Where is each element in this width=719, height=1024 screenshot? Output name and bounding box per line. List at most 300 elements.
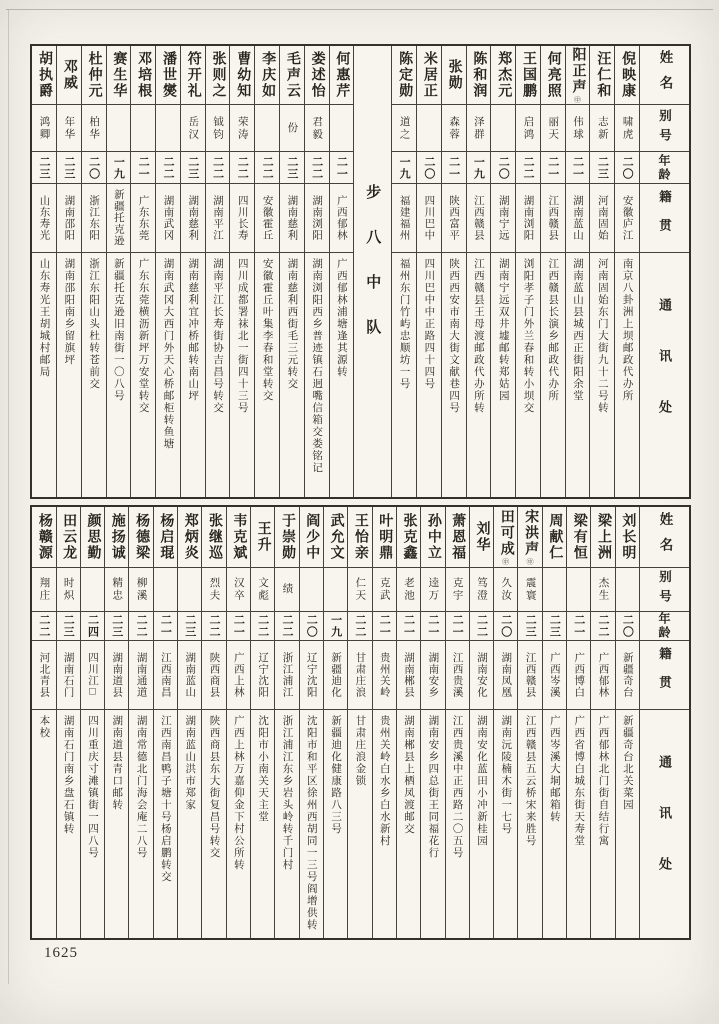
person-origin: 湖南慈利 [187,195,199,241]
address-cell [348,710,371,938]
name-cell [491,46,515,105]
person-address: 四川重庆寸滩镇街一四八号 [86,715,98,859]
alias-cell [154,568,177,612]
alias-cell [616,568,639,612]
annotation-mark: ㊥ [526,558,535,565]
origin-cell [494,641,517,710]
address-cell [491,253,515,497]
age-cell [305,152,329,184]
person-address: 湖南蓝山县城西正街阳余堂 [572,258,584,402]
header-address: 通讯处 [657,298,672,451]
person-age: 二三 [285,155,298,180]
address-cell [57,710,80,938]
alias-cell [590,105,614,152]
name-cell [156,46,180,105]
name-cell [567,507,590,568]
person-alias: 文彪 [257,577,269,602]
roster-column [323,507,347,938]
roster-column [542,507,566,938]
alias-cell [82,105,106,152]
person-alias: 荣涛 [236,115,248,141]
address-cell [280,253,304,497]
age-cell [280,152,304,184]
address-cell [566,253,590,497]
person-name: 王怡亲 [352,512,368,561]
name-cell [255,46,279,105]
person-origin: 福建福州 [398,195,410,241]
alias-cell [470,568,493,612]
roster-column [469,507,493,938]
person-address: 广西郁林北门街自结行寓 [597,715,609,847]
person-name: 王升 [255,520,271,553]
origin-cell [280,184,304,253]
person-origin: 湖南郴县 [403,652,415,698]
address-cell [305,253,329,497]
person-origin: 浙江浦江 [281,652,293,698]
person-address: 贵州关岭白水乡白水新村 [378,715,390,847]
name-cell [373,507,396,568]
roster-column [128,507,152,938]
person-alias: 时炽 [62,577,74,602]
alias-cell [181,105,205,152]
address-cell [275,710,298,938]
person-age: 二一 [159,614,172,638]
header-address: 通讯处 [657,755,672,908]
address-cell [107,253,131,497]
roster-column [391,46,416,497]
person-alias: 丽天 [547,115,559,141]
person-age: 二〇 [621,155,634,180]
person-alias: 柏华 [88,115,100,141]
origin-cell [543,641,566,710]
person-address: 河南固始东门大街九十二号转 [596,258,608,414]
name-cell [417,46,441,105]
roster-column [589,46,614,497]
origin-cell [324,641,347,710]
age-cell [82,152,106,184]
person-alias: 岳汉 [187,115,199,141]
person-name: 周献仁 [547,512,563,561]
roster-column [32,46,56,497]
person-name: 胡执爵 [37,50,53,99]
name-cell [305,46,329,105]
roster-column [130,46,155,497]
person-age: 二二 [310,155,323,180]
name-cell [57,46,81,105]
roster-column [250,507,274,938]
name-cell [202,507,225,568]
alias-cell [129,568,152,612]
person-name: 陈定勋 [397,50,413,99]
person-name: 施扬诚 [109,512,125,561]
address-cell [616,710,639,938]
age-cell [32,152,56,184]
roster-column [590,507,614,938]
header-age: 年龄 [657,612,671,640]
person-alias: 汉卒 [232,577,244,602]
person-name: 萧恩福 [450,512,466,561]
person-age: 二二 [353,614,366,638]
name-cell [178,507,201,568]
age-cell [330,152,354,184]
address-cell [181,253,205,497]
alias-cell [107,105,131,152]
alias-cell [178,568,201,612]
scan-edge-line [8,9,9,984]
address-cell [467,253,491,497]
origin-cell [178,641,201,710]
person-name: 于崇勋 [279,512,295,561]
person-origin: 辽宁沈阳 [305,652,317,698]
roster-column [56,46,81,497]
person-name: 梁有恒 [571,512,587,561]
person-address: 四川巴中中正路四十四号 [423,258,435,390]
origin-cell [81,641,104,710]
name-cell [590,46,614,105]
origin-cell [467,184,491,253]
address-cell [543,710,566,938]
person-name: 张则之 [210,50,226,99]
roster-column [614,46,639,497]
alias-cell [494,568,517,612]
annotation-mark: ㊥ [573,96,582,103]
person-alias: 启鸿 [522,115,534,141]
address-cell [567,710,590,938]
header-column [639,507,689,938]
alias-cell [417,105,441,152]
alias-cell [591,568,614,612]
alias-cell [518,568,541,612]
person-alias: 份 [286,121,298,135]
origin-cell [616,641,639,710]
person-age: 二一 [571,155,584,180]
address-cell [516,253,540,497]
alias-cell [348,568,371,612]
person-address: 浙江浦江东乡岩头岭转千门村 [281,715,293,871]
person-alias: 鸿卿 [38,115,50,141]
alias-cell [280,105,304,152]
person-origin: 湖南平江 [212,195,224,241]
origin-cell [57,184,81,253]
person-alias: 精忠 [111,577,123,602]
origin-cell [227,641,250,710]
person-origin: 江西赣县 [472,195,484,241]
person-name: 符开礼 [185,50,201,99]
person-age: 一九 [329,614,342,638]
roster-column [274,507,298,938]
alias-cell [421,568,444,612]
name-cell [392,46,416,105]
person-name: 陈和润 [471,50,487,99]
person-name: 阳正声 [570,47,586,95]
alias-cell [206,105,230,152]
roster-column [515,46,540,497]
person-age: 一九 [398,155,411,180]
person-age: 二二 [161,155,174,180]
alias-cell [131,105,155,152]
age-cell [491,152,515,184]
person-address: 浙江东阳山头杜转苍前交 [88,258,100,390]
address-cell [129,710,152,938]
person-address: 安徽霍丘叶集李春和堂转交 [261,258,273,402]
person-name: 何惠芹 [334,50,350,99]
name-cell [397,507,420,568]
origin-cell [300,641,323,710]
person-name: 李庆如 [260,50,276,99]
age-cell [81,612,104,641]
name-cell [32,507,55,568]
person-origin: 陕西商县 [208,652,220,698]
origin-cell [491,184,515,253]
alias-cell [227,568,250,612]
address-cell [392,253,416,497]
scan-edge-line [6,9,713,10]
address-cell [300,710,323,938]
person-address: 湖南宁远双井墟邮转郑姑园 [497,258,509,402]
age-cell [181,152,205,184]
person-name: 王国鹏 [520,50,536,99]
person-address: 湖南平江长寿街协吉昌号转交 [212,258,224,414]
name-cell [300,507,323,568]
age-cell [324,612,347,641]
header-name: 姓名 [657,511,673,563]
age-cell [470,612,493,641]
person-name: 田云龙 [61,512,77,561]
origin-cell [442,184,466,253]
roster-column [279,46,304,497]
person-origin: 辽宁沈阳 [257,652,269,698]
origin-cell [275,641,298,710]
person-address: 沈阳市小南关天主堂 [257,715,269,823]
alias-cell [255,105,279,152]
person-alias: 年华 [63,115,75,141]
person-address: 江西赣县五云桥宋来胜号 [524,715,536,847]
person-origin: 新疆托克逊 [112,189,124,247]
age-cell [591,612,614,641]
age-cell [202,612,225,641]
person-age: 二二 [256,614,269,638]
origin-cell [305,184,329,253]
age-cell [616,612,639,641]
roster-column [106,46,131,497]
name-cell [129,507,152,568]
person-name: 娄述怡 [309,50,325,99]
person-origin: 贵州关岭 [378,652,390,698]
person-address: 湖南郴县上栖凤渡邮交 [403,715,415,835]
unit-divider-column [353,46,391,497]
person-origin: 湖南宁远 [497,195,509,241]
person-address: 湖南慈利宜冲桥邮转南山坪 [187,258,199,402]
person-address: 江西赣县长演乡邮政代办所 [547,258,559,402]
person-alias: 仁天 [354,577,366,602]
person-age: 二三 [62,614,75,638]
person-address: 陕西商县东大街复昌号转交 [208,715,220,859]
address-cell [32,253,56,497]
person-age: 二三 [62,155,75,180]
person-age: 二一 [402,614,415,638]
name-cell [107,46,131,105]
person-origin: 陕西富平 [448,195,460,241]
name-cell [616,507,639,568]
origin-cell [330,184,354,253]
name-cell [81,507,104,568]
alias-cell [397,568,420,612]
address-cell [202,710,225,938]
origin-cell [373,641,396,710]
name-cell [541,46,565,105]
origin-cell [105,641,128,710]
address-cell [131,253,155,497]
person-alias: 志新 [596,115,608,141]
person-name: 邓威 [61,58,77,91]
alias-cell [32,105,56,152]
person-alias: 杰生 [597,577,609,602]
person-address: 四川成都署袜北一街四十三号 [236,258,248,414]
alias-cell [467,105,491,152]
person-origin: 四川江□ [86,651,98,699]
person-age: 二〇 [499,614,512,638]
origin-cell [107,184,131,253]
person-age: 二三 [548,614,561,638]
person-address: 福州东门竹屿忠顺坊一号 [398,258,410,390]
age-cell [275,612,298,641]
name-cell [32,46,56,105]
address-cell [230,253,254,497]
person-address: 浏阳孝子门外兰春和转小坝交 [522,258,534,414]
person-name: 张勋 [446,58,462,91]
person-address: 广西岑溪大垌邮箱转 [548,715,560,823]
roster-column [441,46,466,497]
address-cell [494,710,517,938]
header-age: 年龄 [657,153,671,182]
person-origin: 湖南武冈 [162,195,174,241]
alias-cell [57,105,81,152]
age-cell [32,612,55,641]
person-age: 二二 [135,614,148,638]
roster-column [372,507,396,938]
name-cell [470,507,493,568]
name-cell [280,46,304,105]
name-cell [105,507,128,568]
person-origin: 河南固始 [596,195,608,241]
person-origin: 湖南邵阳 [63,195,75,241]
roster-column [205,46,230,497]
age-cell [178,612,201,641]
person-age: 二二 [475,614,488,638]
roster-column [396,507,420,938]
alias-cell [305,105,329,152]
person-name: 张继巡 [207,512,223,561]
alias-cell [230,105,254,152]
name-cell [421,507,444,568]
age-cell [442,152,466,184]
person-origin: 四川巴中 [423,195,435,241]
alias-cell [392,105,416,152]
person-age: 一九 [112,155,125,180]
address-cell [541,253,565,497]
address-cell [57,253,81,497]
person-address: 本校 [38,715,50,739]
age-cell [516,152,540,184]
person-origin: 江西赣县 [524,652,536,698]
alias-cell [541,105,565,152]
person-age: 二三 [38,155,51,180]
person-address: 广西省博白城东街天寿堂 [573,715,585,847]
roster-column [329,46,354,497]
origin-cell [131,184,155,253]
person-address: 南京八卦洲上坝邮政代办所 [621,258,633,402]
person-address: 新疆迪化健康路八三号 [330,715,342,835]
person-address: 广东东莞横沥新坪万安堂转交 [137,258,149,414]
roster-table-bottom [30,505,691,940]
origin-cell [516,184,540,253]
person-age: 二三 [183,614,196,638]
roster-column [420,507,444,938]
roster-column [254,46,279,497]
address-cell [446,710,469,938]
name-cell [206,46,230,105]
name-cell [154,507,177,568]
person-alias: 柳溪 [135,577,147,602]
origin-cell [615,184,639,253]
person-origin: 浙江东阳 [88,195,100,241]
person-alias: 震寰 [524,577,536,602]
address-cell [32,710,55,938]
address-cell [470,710,493,938]
origin-cell [421,641,444,710]
person-address: 湖南安乡四总街王同福花行 [427,715,439,859]
person-address: 新疆托克逊旧南街一〇八号 [112,258,124,402]
person-origin: 湖南凤凰 [500,652,512,698]
origin-cell [566,184,590,253]
person-address: 湖南武冈大西门外天心桥邮柜转鱼塘 [162,258,174,450]
person-origin: 湖南石门 [62,652,74,698]
name-cell [615,46,639,105]
age-cell [206,152,230,184]
person-alias: 道之 [398,115,410,141]
roster-column [615,507,639,938]
person-name: 张克鑫 [401,512,417,561]
origin-cell [156,184,180,253]
address-cell [442,253,466,497]
annotation-mark: ㊥ [501,558,510,565]
person-alias: 绩 [281,583,293,596]
age-cell [541,152,565,184]
person-age: 二三 [110,614,123,638]
name-cell [518,507,541,568]
age-cell [543,612,566,641]
person-origin: 湖南安乡 [427,652,439,698]
alias-cell [566,105,590,152]
person-origin: 广西岑溪 [548,652,560,698]
person-name: 梁上洲 [596,512,612,561]
age-cell [105,612,128,641]
age-cell [397,612,420,641]
origin-cell [202,641,225,710]
roster-column [155,46,180,497]
name-cell [591,507,614,568]
roster-column [490,46,515,497]
name-cell [82,46,106,105]
name-cell [543,507,566,568]
age-cell [392,152,416,184]
person-alias: 钺钧 [212,115,224,141]
origin-cell [181,184,205,253]
origin-cell [567,641,590,710]
address-cell [590,253,614,497]
alias-cell [32,568,55,612]
person-age: 二〇 [621,614,634,638]
